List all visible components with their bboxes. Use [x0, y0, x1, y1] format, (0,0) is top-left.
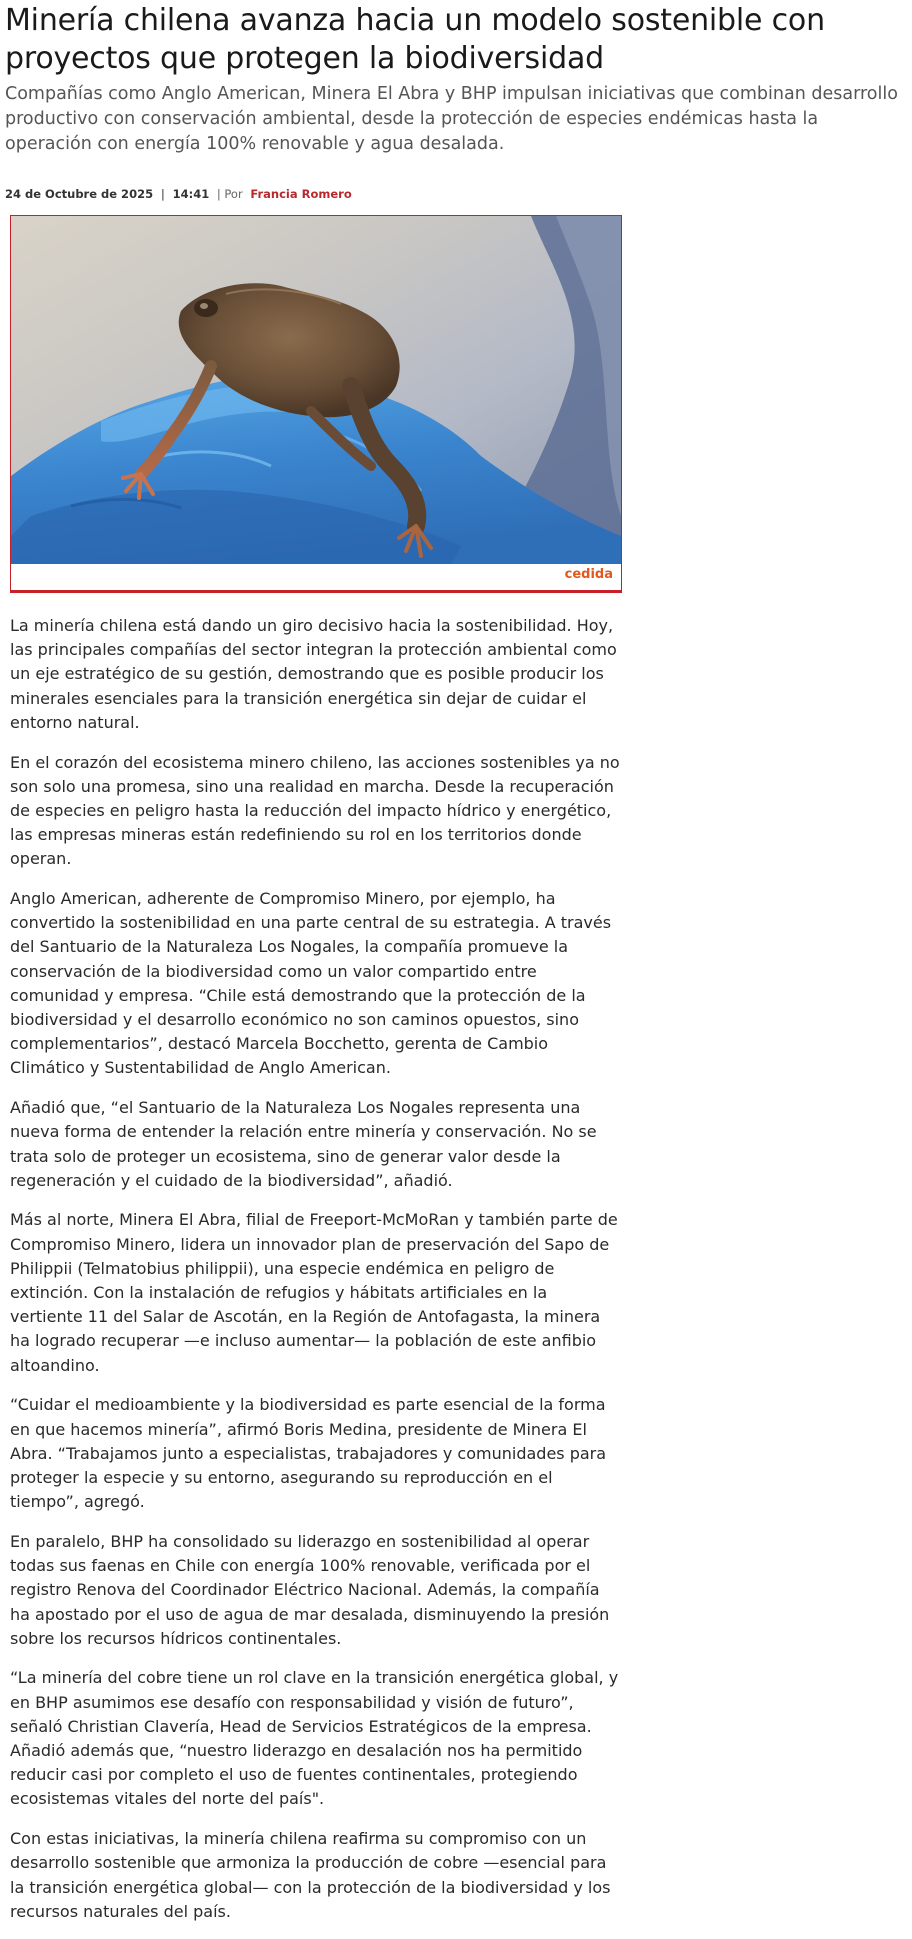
- paragraph: Anglo American, adherente de Compromiso Minero, por ejemplo, ha convertido la sostenibilidad en una parte central de su estrategia. A través del Santuario de la Naturaleza Los Nogales, la compañía promueve la conservación de la biodiversidad como un valor compartido entre comunidad y empresa. “Chile está demostrando que la protección de la biodiversidad y el desarrollo económico no son caminos opuestos, sino complementarios”, destacó Marcela Bocchetto, gerenta de Cambio Climático y Sustentabilidad de Anglo American.: [10, 889, 612, 1078]
- article-subheadline: Compañías como Anglo American, Minera El Abra y BHP impulsan iniciativas que combinan desarrollo productivo con conservación ambiental, desde la protección de especies endémicas hasta la operación con energía 100% renovable y agua desalada.: [5, 84, 898, 154]
- byline-separator: |: [160, 187, 165, 201]
- paragraph: “La minería del cobre tiene un rol clave en la transición energética global, y en BHP asumimos ese desafío con responsabilidad y visión de futuro”, señaló Christian Clavería, Head de Servicios Estratégicos de la empresa. Añadió además que, “nuestro liderazgo en desalación nos ha permitido reducir casi por completo el uso de fuentes continentales, protegiendo ecosistemas vitales del norte del país".: [10, 1668, 619, 1809]
- paragraph: En el corazón del ecosistema minero chileno, las acciones sostenibles ya no son solo una promesa, sino una realidad en marcha. Desde la recuperación de especies en peligro hasta la reducción del impacto hídrico y energético, las empresas mineras están redefiniendo su rol en los territorios donde operan.: [10, 752, 620, 869]
- frog-photo: [11, 216, 621, 564]
- article-body: [10, 614, 622, 1939]
- byline: [5, 186, 352, 202]
- by-label: | Por: [216, 187, 243, 201]
- publish-date: 24 de Octubre de 2025: [5, 187, 154, 201]
- lead-image-figure: [10, 215, 622, 593]
- paragraph: Con estas iniciativas, la minería chilena reafirma su compromiso con un desarrollo sostenible que armoniza la producción de cobre —esencial para la transición energética global— con la protección de la biodiversidad y los recursos naturales del país.: [10, 1829, 611, 1921]
- paragraph: Añadió que, “el Santuario de la Naturaleza Los Nogales representa una nueva forma de entender la relación entre minería y conservación. No se trata solo de proteger un ecosistema, sino de generar valor desde la regeneración y el cuidado de la biodiversidad”, añadió.: [10, 1098, 597, 1190]
- image-credit: cedida: [564, 567, 613, 582]
- paragraph: La minería chilena está dando un giro decisivo hacia la sostenibilidad. Hoy, las principales compañías del sector integran la protección ambiental como un eje estratégico de su gestión, demostrando que es posible producir los minerales esenciales para la transición energética sin dejar de cuidar el entorno natural.: [10, 616, 617, 732]
- paragraph: Más al norte, Minera El Abra, filial de Freeport-McMoRan y también parte de Compromiso Minero, lidera un innovador plan de preservación del Sapo de Philippii (Telmatobius philippii), una especie endémica en peligro de extinción. Con la instalación de refugios y hábitats artificiales en la vertiente 11 del Salar de Ascotán, en la Región de Antofagasta, la minera ha logrado recuperar —e incluso aumentar— la población de este anfibio altoandino.: [10, 1210, 618, 1375]
- author-link[interactable]: Francia Romero: [250, 187, 352, 201]
- article-headline: Minería chilena avanza hacia un modelo sostenible con proyectos que protegen la biodiversidad: [5, 3, 825, 76]
- publish-time: 14:41: [172, 187, 210, 201]
- paragraph: “Cuidar el medioambiente y la biodiversidad es parte esencial de la forma en que hacemos minería”, afirmó Boris Medina, presidente de Minera El Abra. “Trabajamos junto a especialistas, trabajadores y comunidades para proteger la especie y su entorno, asegurando su reproducción en el tiempo”, agregó.: [10, 1395, 607, 1512]
- paragraph: En paralelo, BHP ha consolidado su liderazgo en sostenibilidad al operar todas sus faenas en Chile con energía 100% renovable, verificada por el registro Renova del Coordinador Eléctrico Nacional. Además, la compañía ha apostado por el uso de agua de mar desalada, disminuyendo la presión sobre los recursos hídricos continentales.: [10, 1531, 610, 1648]
